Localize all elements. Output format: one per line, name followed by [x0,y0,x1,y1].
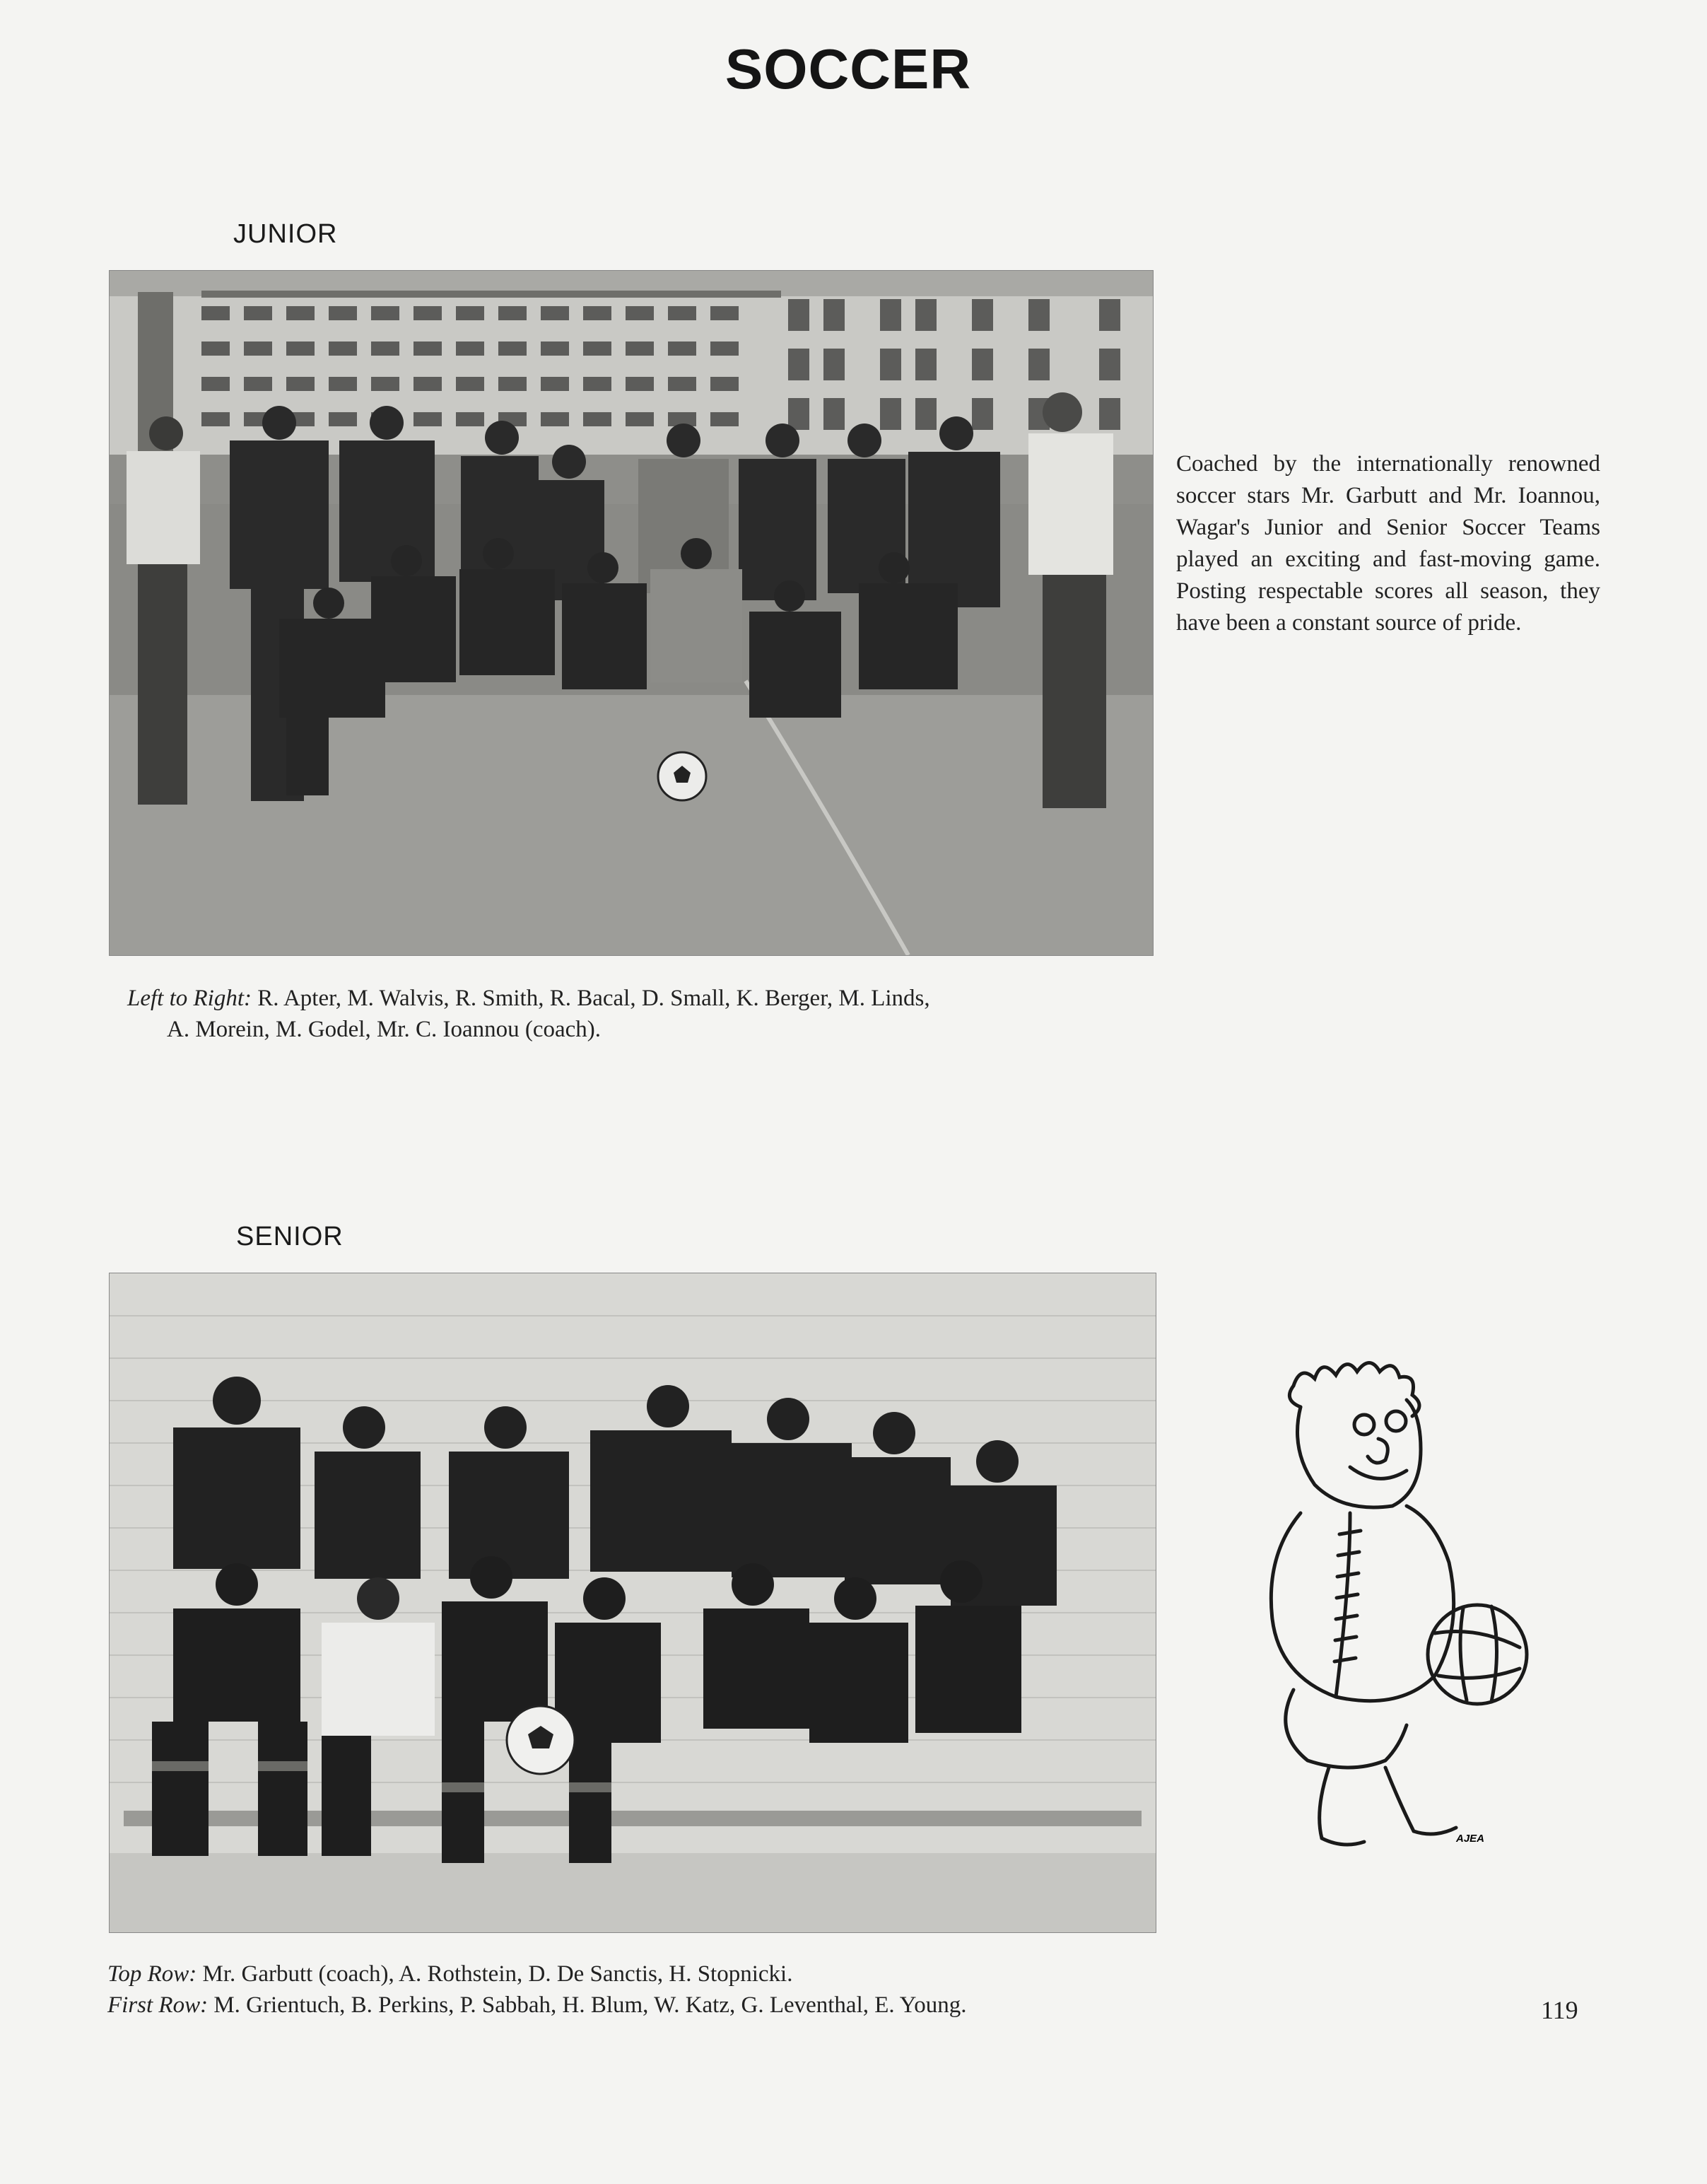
senior-first-row-caption [107,1990,1238,2021]
junior-caption-lead: Left to Right: [127,986,252,1011]
junior-caption [127,983,1187,1045]
senior-section-label: SENIOR [236,1222,344,1251]
junior-section-label: JUNIOR [233,219,338,249]
team-description: Coached by the internationally renowned soccer stars Mr. Garbutt and Mr. Ioannou, Wagar's Junior and Senior Soccer Teams played an exciting and fast-moving game. Posting respectable scores all season, they have been a constant source of pride. [1176,451,1600,636]
senior-team-photo [109,1273,1156,1933]
junior-caption-line1: R. Apter, M. Walvis, R. Smith, R. Bacal, D. Small, K. Berger, M. Linds, [252,986,930,1011]
senior-top-row-names: Mr. Garbutt (coach), A. Rothstein, D. De Sanctis, H. Stopnicki. [196,1961,793,1987]
senior-top-row-lead: Top Row: [107,1961,197,1987]
junior-team-photo [109,270,1154,956]
illustration-signature: AJEA [1456,1833,1485,1845]
senior-first-row-names: M. Grientuch, B. Perkins, P. Sabbah, H. Blum, W. Katz, G. Leventhal, E. Young. [208,1992,967,2018]
senior-first-row-lead: First Row: [107,1992,209,2018]
page-title: SOCCER [725,37,972,100]
page-number: 119 [1541,1996,1578,2024]
senior-top-row-caption [107,1958,1238,1990]
soccer-cartoon-illustration [1244,1343,1569,1852]
senior-caption [107,1958,1238,2021]
junior-caption-line2: A. Morein, M. Godel, Mr. C. Ioannou (coach). [167,1017,602,1042]
